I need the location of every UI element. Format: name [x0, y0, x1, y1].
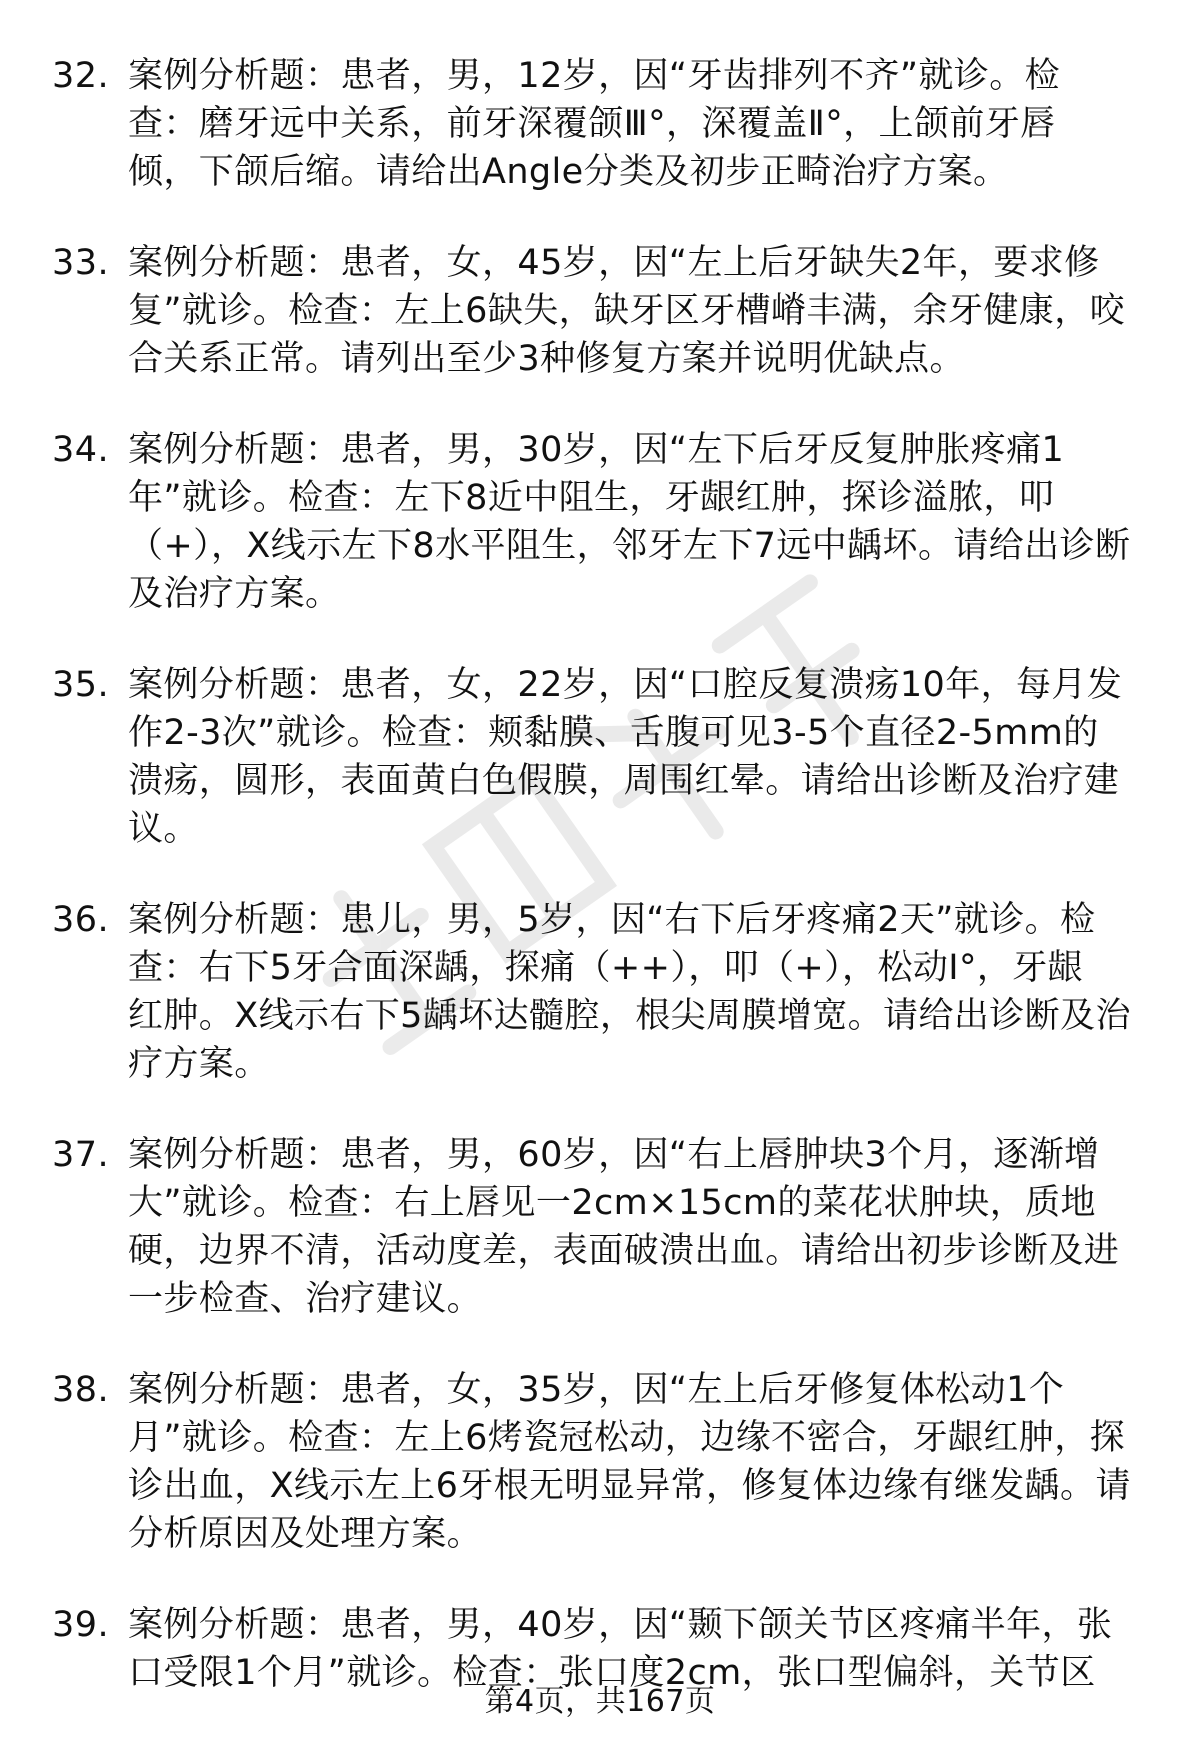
question-text-line: 案例分析题：患者，女，35岁，因“左上后牙修复体松动1个 [128, 1370, 1065, 1410]
question-text-line: 年”就诊。检查：左下8近中阻生，牙龈红肿，探诊溢脓，叩 [128, 478, 1055, 518]
question-text-line: 大”就诊。检查：右上唇见一2cm×15cm的菜花状肿块，质地 [128, 1183, 1096, 1223]
question-text [128, 52, 1162, 196]
question-number: 37. [52, 1135, 110, 1175]
question-text-line: 口受限1个月”就诊。检查：张口度2cm，张口型偏斜，关节区 [128, 1653, 1096, 1693]
question-text-line: 诊出血，X线示左上6牙根无明显异常，修复体边缘有继发龋。请 [128, 1466, 1131, 1506]
question-text-line: 红肿。X线示右下5龋坏达髓腔，根尖周膜增宽。请给出诊断及治 [128, 996, 1131, 1036]
question-text-line: 案例分析题：患者，男，40岁，因“颞下颌关节区疼痛半年，张 [128, 1605, 1113, 1645]
question-item [52, 1131, 1162, 1323]
question-text-line: 合关系正常。请列出至少3种修复方案并说明优缺点。 [128, 339, 965, 379]
question-text-line: 案例分析题：患者，男，30岁，因“左下后牙反复肿胀疼痛1 [128, 430, 1065, 470]
question-item [52, 239, 1162, 383]
question-text-line: 一步检查、治疗建议。 [128, 1279, 483, 1319]
question-number: 38. [52, 1370, 110, 1410]
question-text-line: 分析原因及处理方案。 [128, 1514, 483, 1554]
question-text-line: 疗方案。 [128, 1044, 270, 1084]
question-text-line: 复”就诊。检查：左上6缺失，缺牙区牙槽嵴丰满，余牙健康，咬 [128, 291, 1126, 331]
question-number: 34. [52, 430, 110, 470]
question-item [52, 52, 1162, 196]
question-text [128, 1366, 1162, 1558]
question-item [52, 426, 1162, 618]
question-text-line: 溃疡，圆形，表面黄白色假膜，周围红晕。请给出诊断及治疗建 [128, 761, 1120, 801]
question-text [128, 239, 1162, 383]
question-list [52, 52, 1162, 1740]
question-text [128, 896, 1162, 1088]
question-text-line: 案例分析题：患者，女，22岁，因“口腔反复溃疡10年，每月发 [128, 665, 1123, 705]
question-text-line: 硬，边界不清，活动度差，表面破溃出血。请给出初步诊断及进 [128, 1231, 1120, 1271]
question-number: 33. [52, 243, 110, 283]
question-number: 39. [52, 1605, 110, 1645]
question-item [52, 1366, 1162, 1558]
question-number: 35. [52, 665, 110, 705]
question-number: 32. [52, 56, 110, 96]
question-text-line: 议。 [128, 809, 199, 849]
question-text-line: （+），X线示左下8水平阻生，邻牙左下7远中龋坏。请给出诊断 [128, 526, 1131, 566]
question-text-line: 倾，下颌后缩。请给出Angle分类及初步正畸治疗方案。 [128, 152, 1009, 192]
question-number: 36. [52, 900, 110, 940]
question-text-line: 月”就诊。检查：左上6烤瓷冠松动，边缘不密合，牙龈红肿，探 [128, 1418, 1126, 1458]
question-text-line: 查：右下5牙合面深龋，探痛（++），叩（+），松动Ⅰ°，牙龈 [128, 948, 1084, 988]
question-text-line: 案例分析题：患者，女，45岁，因“左上后牙缺失2年，要求修 [128, 243, 1100, 283]
question-text-line: 案例分析题：患者，男，12岁，因“牙齿排列不齐”就诊。检 [128, 56, 1061, 96]
question-text [128, 661, 1162, 853]
question-item [52, 896, 1162, 1088]
question-text [128, 1131, 1162, 1323]
question-text-line: 案例分析题：患者，男，60岁，因“右上唇肿块3个月，逐渐增 [128, 1135, 1100, 1175]
question-text [128, 426, 1162, 618]
question-text-line: 作2-3次”就诊。检查：颊黏膜、舌腹可见3-5个直径2-5mm的 [128, 713, 1099, 753]
question-text-line: 查：磨牙远中关系，前牙深覆颌Ⅲ°，深覆盖Ⅱ°，上颌前牙唇 [128, 104, 1056, 144]
question-text-line: 及治疗方案。 [128, 574, 341, 614]
question-text-line: 案例分析题：患儿，男，5岁，因“右下后牙疼痛2天”就诊。检 [128, 900, 1096, 940]
page-footer: 第4页，共167页 [484, 1684, 716, 1719]
question-item [52, 661, 1162, 853]
